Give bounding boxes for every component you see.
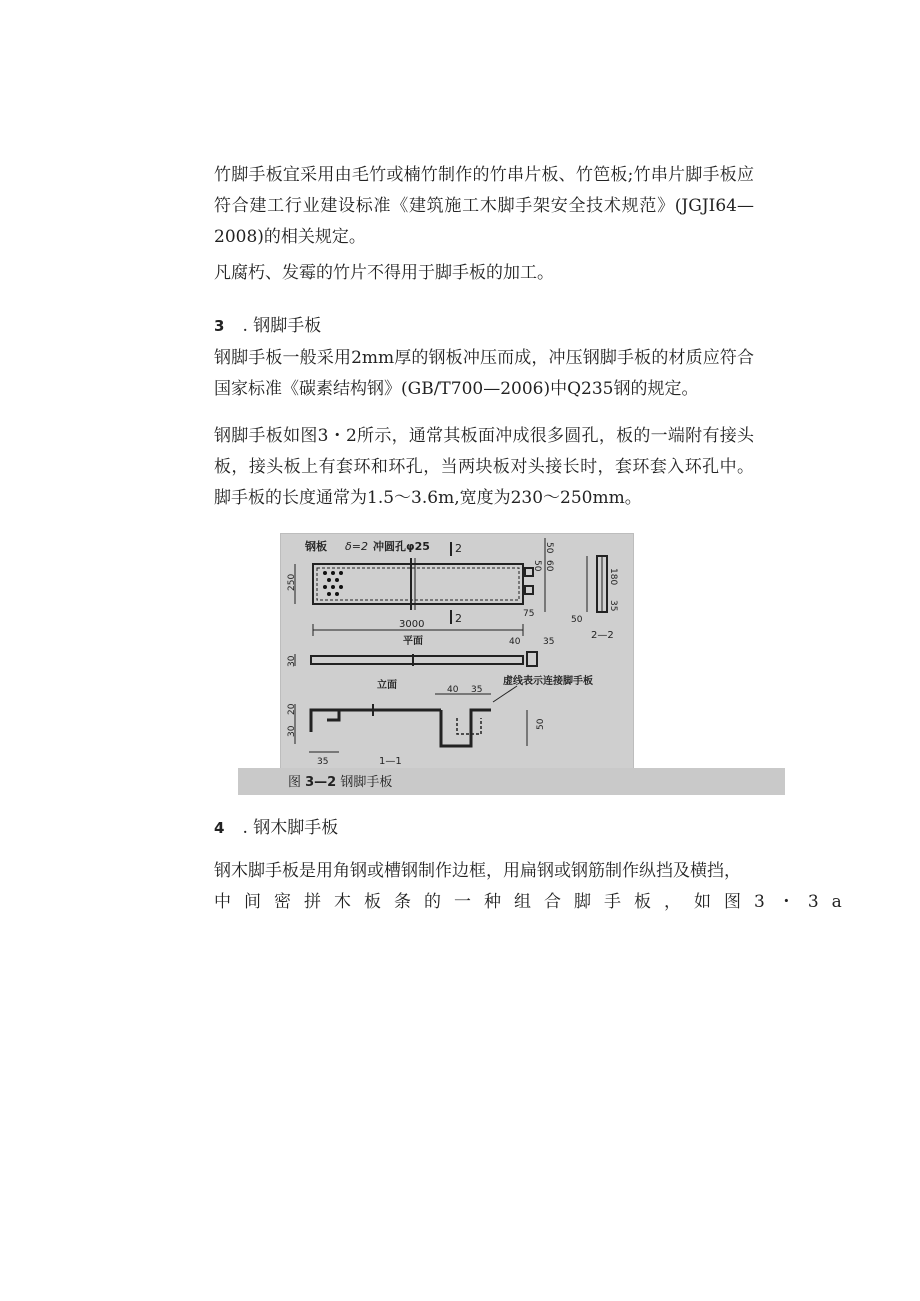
hole-pattern [323, 571, 343, 596]
label-dim-75: 75 [523, 609, 535, 619]
caption-number: 3—2 [305, 775, 337, 790]
elevation-board [311, 656, 523, 664]
paragraph-bamboo-scaffold-board: 竹脚手板宜采用由毛竹或楠竹制作的竹串片板、竹笆板;竹串片脚手板应符合建工行业建设标准《建筑施工木脚手架安全技术规范》(JGJI64—2008)的相关规定。 [214, 165, 754, 247]
caption-text: 钢脚手板 [336, 775, 393, 790]
label-dim-180: 180 [608, 568, 618, 586]
heading-text: . 钢脚手板 [242, 316, 322, 336]
paragraph-steel-board-figure-ref: 钢脚手板如图3・2所示，通常其板面冲成很多圆孔，板的一端附有接头板，接头板上有套环和环孔，当两块板对头接长时，套环套入环孔中。脚手板的长度通常为1.5～3.6m,宽度为230～250mm。 [214, 426, 754, 508]
label-dim-35a: 35 [608, 600, 618, 612]
section-1-1-right-box [441, 710, 491, 746]
label-dim-20: 20 [287, 703, 297, 715]
label-dim-40b: 40 [447, 685, 459, 695]
paragraph-rotten-bamboo: 凡腐朽、发霉的竹片不得用于脚手板的加工。 [214, 263, 554, 283]
section-1-1-left-hook [311, 710, 339, 732]
heading-steel-scaffold-board [214, 311, 754, 342]
figure-steel-scaffold-board [280, 533, 634, 771]
heading-text: . 钢木脚手板 [242, 818, 339, 838]
label-steel-plate: 钢板 [305, 540, 327, 553]
paragraph-steel-board-material: 钢脚手板一般采用2mm厚的钢板冲压而成，冲压钢脚手板的材质应符合国家标准《碳素结构钢》(GB/T700—2006)中Q235钢的规定。 [214, 348, 754, 399]
dashed-connection [457, 718, 481, 734]
figure-caption [288, 771, 392, 790]
label-dim-35c: 35 [471, 685, 483, 695]
label-punch-hole: 冲圆孔φ25 [373, 540, 430, 553]
label-section-mark-bottom: 2 [455, 612, 462, 625]
label-elevation: 立面 [377, 680, 397, 691]
label-dim-50c: 50 [571, 615, 583, 625]
label-dim-250: 250 [287, 573, 297, 591]
heading-number: 4 [214, 819, 225, 837]
label-dim-30b: 30 [287, 725, 297, 737]
label-thickness: δ=2 [345, 540, 368, 553]
paragraph-steel-wood-board [214, 856, 855, 918]
label-section-mark-top: 2 [455, 542, 462, 555]
label-dim-3000: 3000 [399, 619, 425, 630]
caption-prefix: 图 [288, 775, 306, 790]
label-section-2-2: 2—2 [591, 630, 614, 641]
label-dim-30: 30 [287, 655, 297, 667]
label-dashed-note: 虚线表示连接脚手板 [503, 676, 593, 687]
plan-board-outline [313, 564, 523, 604]
figure-drawing [281, 534, 633, 770]
heading-number: 3 [214, 317, 225, 335]
label-dim-50a: 50 [544, 542, 554, 554]
label-dim-50b: 50 [532, 560, 542, 572]
paragraph-line-2: 中间密拼木板条的一种组合脚手板，如图3・3a [214, 892, 855, 912]
label-dim-35b: 35 [543, 637, 555, 647]
label-dim-40a: 40 [509, 637, 521, 647]
label-dim-60: 60 [544, 560, 554, 572]
heading-steel-wood-scaffold-board [214, 813, 754, 844]
label-section-1-1: 1—1 [379, 756, 402, 767]
label-dim-35d: 35 [317, 757, 329, 767]
label-plan: 平面 [403, 636, 423, 647]
plan-hole-area [317, 568, 519, 600]
paragraph-line-1: 钢木脚手板是用角钢或槽钢制作边框，用扁钢或钢筋制作纵挡及横挡， [214, 861, 741, 881]
label-dim-50d: 50 [536, 718, 546, 730]
